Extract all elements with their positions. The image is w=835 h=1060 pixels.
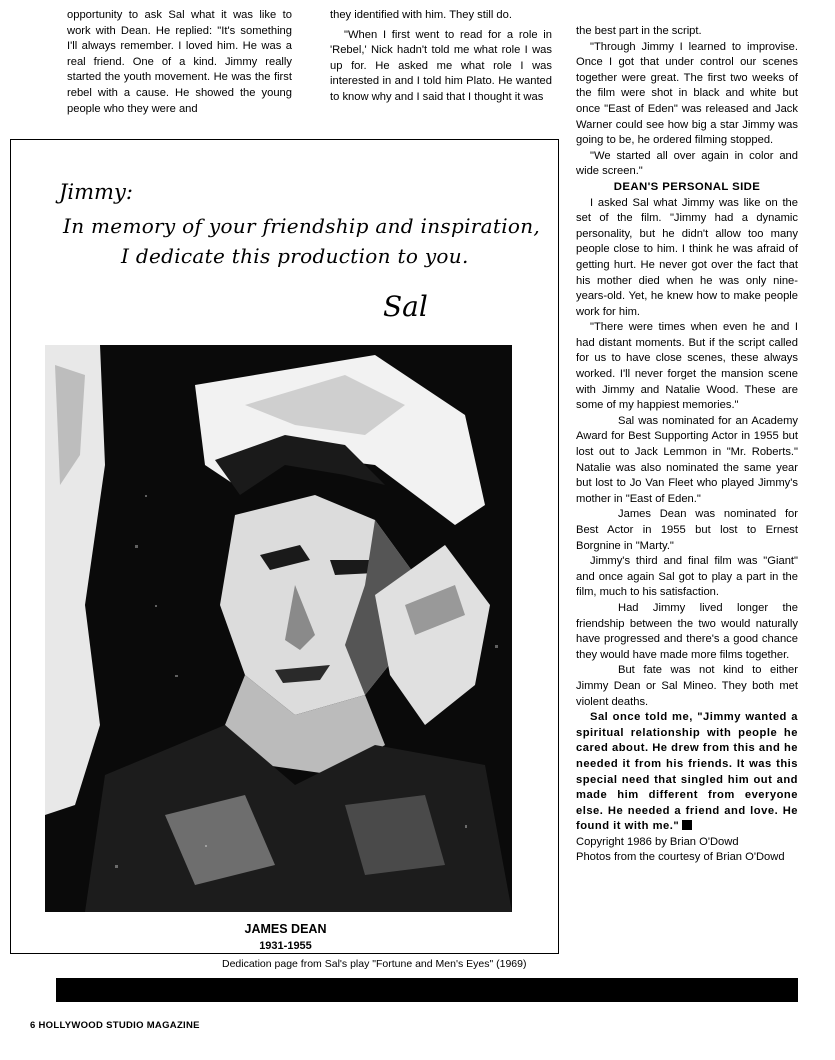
photo-caption-name: JAMES DEAN [244, 922, 327, 936]
end-mark-icon [682, 820, 692, 830]
closing-text: Sal once told me, "Jimmy wanted a spiritual relationship with people he cared about. He drew from this and he needed it from his friends. It was this special need that singled him out and made him different from everyone else. He needed a friend and love. He found it with me." [576, 711, 798, 833]
copyright-line: Copyright 1986 by Brian O'Dowd [576, 835, 739, 848]
dedication-greeting: Jimmy: [59, 180, 133, 204]
section-heading: DEAN'S PERSONAL SIDE [613, 180, 761, 193]
photo-credit: Photos from the courtesy of Brian O'Dowd [576, 851, 785, 864]
article-column-2 [330, 8, 552, 106]
article-paragraph: the best part in the script. [576, 25, 702, 37]
article-paragraph: "Through Jimmy I learned to improvise. Once I got that under control our scenes together were great. The first two weeks of the film were shot in black and white but once "East of Eden" was released and Jack Warner could see how big a star Jimmy was going to be, he ordered filming stopped. [576, 40, 798, 147]
page-footer: 6 HOLLYWOOD STUDIO MAGAZINE [30, 1020, 200, 1031]
article-paragraph: they identified with him. They still do. [330, 9, 512, 21]
article-paragraph: Sal was nominated for an Academy Award for Best Supporting Actor in 1955 but lost out to Jack Lemmon in "Mr. Roberts." Natalie was also nominated the same year but lost to Jo Van Fleet who played Jimmy's mother in "East of Eden." [576, 414, 798, 505]
divider-bar [56, 978, 798, 1002]
article-paragraph: James Dean was nominated for Best Actor in 1955 but lost to Ernest Borgnine in "Marty." [576, 508, 798, 552]
dedication-signature: Sal [383, 290, 428, 323]
article-paragraph: But fate was not kind to either Jimmy Dean or Sal Mineo. They both met violent deaths. [576, 664, 798, 708]
photo-caption-years: 1931-1955 [259, 940, 312, 952]
article-paragraph: "We started all over again in color and wide screen." [576, 149, 798, 178]
article-paragraph: opportunity to ask Sal what it was like to work with Dean. He replied: "It's something I'll always remember. I loved him. He was a real friend. One of a kind. Jimmy really started the youth movement. He was the first rebel with a cause. He showed the young people who they were and [67, 9, 292, 115]
article-column-1 [67, 8, 292, 117]
dedication-line-2: I dedicate this production to you. [121, 244, 469, 268]
portrait-photo [45, 345, 512, 912]
article-column-3 [576, 24, 798, 866]
article-paragraph: "When I first went to read for a role in 'Rebel,' Nick hadn't told me what role I was up for. He asked me what role I was interested in and I told him Plato. He wanted to know why and I said that I thought it was [330, 28, 552, 103]
closing-paragraph [576, 710, 798, 835]
portrait-illustration [45, 345, 512, 912]
article-paragraph: "There were times when even he and I had distant moments. But if the script called for us to have close scenes, these always worked. I'll never forget the mansion scene with Jimmy and Natalie Wood. These are some of my happiest memories." [576, 321, 798, 412]
article-paragraph: Had Jimmy lived longer the friendship between the two would naturally have progressed and there's a good chance they would have made more films together. [576, 601, 798, 661]
article-paragraph: Jimmy's third and final film was "Giant" and once again Sal got to play a part in the film, much to his satisfaction. [576, 555, 798, 599]
dedication-caption: Dedication page from Sal's play "Fortune and Men's Eyes" (1969) [222, 958, 527, 970]
article-paragraph: I asked Sal what Jimmy was like on the set of the film. "Jimmy had a dynamic personality, but he didn't allow too many people close to him. I think he was afraid of getting hurt. He never got over the fact that his mother died when he was only nine-years-old. Yet, he knew how to make people work for him. [576, 196, 798, 318]
dedication-line-1: In memory of your friendship and inspiration, [63, 214, 541, 238]
dedication-page [10, 139, 559, 954]
